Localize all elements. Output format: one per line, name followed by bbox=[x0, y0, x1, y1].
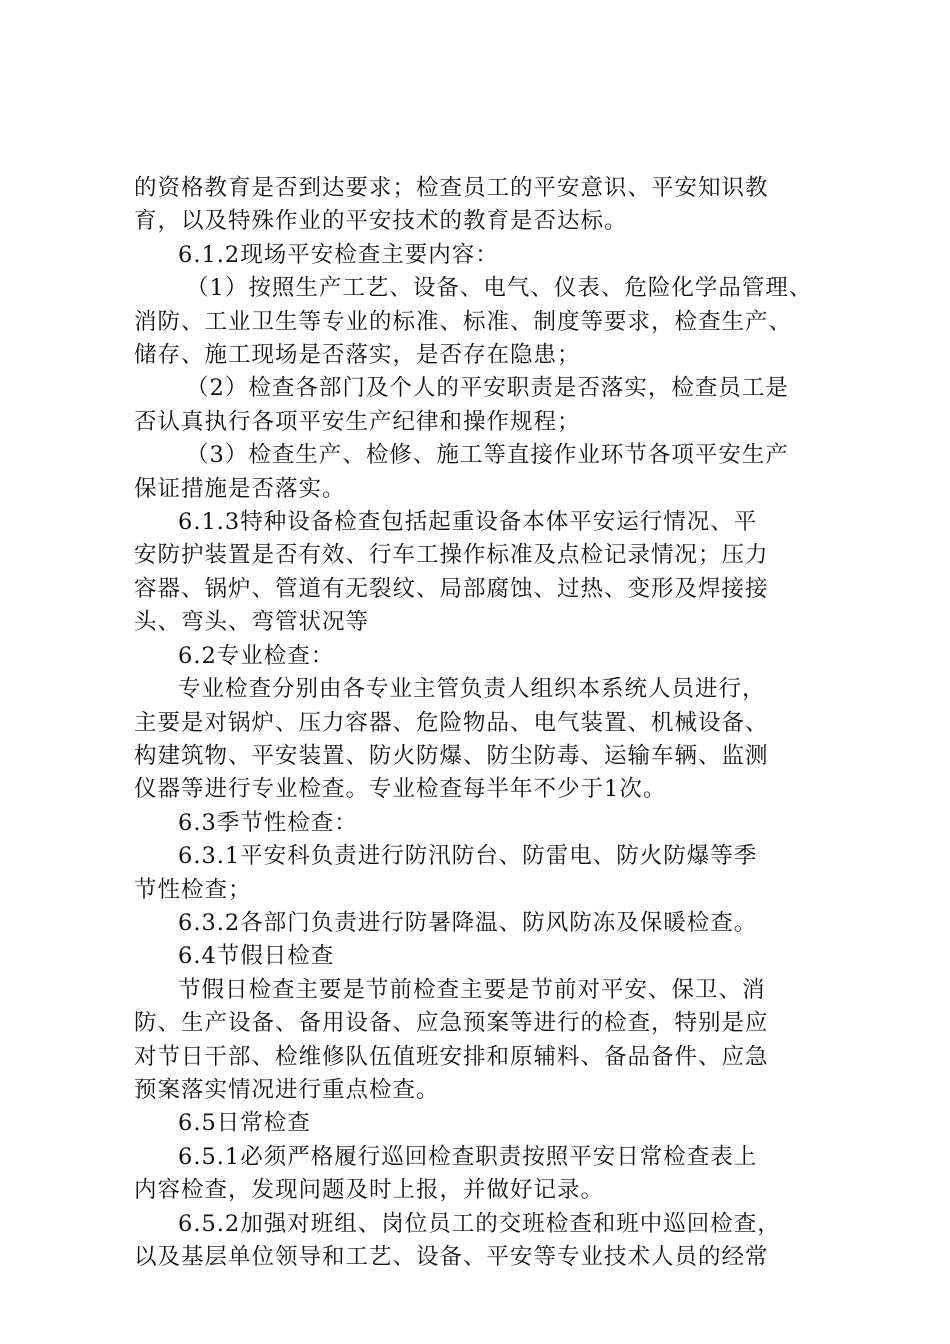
section-heading-6-1-2 bbox=[134, 239, 834, 272]
paragraph bbox=[134, 673, 834, 807]
section-6-5-2 bbox=[134, 1208, 834, 1275]
section-heading-6-2 bbox=[134, 640, 834, 673]
paragraph bbox=[134, 172, 834, 239]
text-line: 育，以及特殊作业的平安技术的教育是否达标。 bbox=[134, 208, 628, 235]
section-6-5-1 bbox=[134, 1141, 834, 1208]
section-6-1-3 bbox=[134, 506, 834, 640]
text-line: 6.3.2各部门负责进行防暑降温、防风防冻及保暖检查。 bbox=[178, 909, 758, 936]
text-line: 以及基层单位领导和工艺、设备、平安等专业技术人员的经常 bbox=[134, 1244, 769, 1270]
section-heading-6-4 bbox=[134, 940, 834, 973]
text-line: 6.1.3特种设备检查包括起重设备本体平安运行情况、平 bbox=[178, 509, 758, 536]
section-6-3-1 bbox=[134, 840, 834, 907]
text-line: 构建筑物、平安装置、防火防爆、防尘防毒、运输车辆、监测 bbox=[134, 742, 769, 769]
section-heading-6-3 bbox=[134, 807, 834, 840]
text-line: 安防护装置是否有效、行车工操作标准及点检记录情况；压力 bbox=[134, 542, 769, 569]
text-line: 内容检查，发现问题及时上报，并做好记录。 bbox=[134, 1177, 605, 1204]
text-line: 6.3.1平安科负责进行防汛防台、防雷电、防火防爆等季 bbox=[178, 843, 758, 870]
text-line: 预案落实情况进行重点检查。 bbox=[134, 1076, 440, 1103]
text-line: 6.1.2现场平安检查主要内容： bbox=[178, 241, 499, 268]
text-line: 防、生产设备、备用设备、应急预案等进行的检查，特别是应 bbox=[134, 1010, 769, 1037]
text-line: 容器、锅炉、管道有无裂纹、局部腐蚀、过热、变形及焊接接 bbox=[134, 575, 769, 602]
text-line: 专业检查分别由各专业主管负责人组织本系统人员进行， bbox=[178, 676, 766, 703]
text-line: 6.3季节性检查： bbox=[178, 809, 358, 836]
paragraph bbox=[134, 974, 834, 1108]
list-item-2 bbox=[134, 372, 834, 439]
list-item-3 bbox=[134, 439, 834, 506]
text-line: 保证措施是否落实。 bbox=[134, 475, 346, 502]
text-line: 6.5.1必须严格履行巡回检查职责按照平安日常检查表上 bbox=[178, 1143, 758, 1170]
text-line: 对节日干部、检维修队伍值班安排和原辅料、备品备件、应急 bbox=[134, 1043, 769, 1070]
list-item-1 bbox=[134, 272, 834, 372]
text-line: 6.4节假日检查 bbox=[178, 943, 335, 970]
section-heading-6-5 bbox=[134, 1107, 834, 1140]
text-line: 6.5.2加强对班组、岗位员工的交班检查和班中巡回检查， bbox=[178, 1210, 781, 1237]
text-line: 节假日检查主要是节前检查主要是节前对平安、保卫、消 bbox=[178, 976, 766, 1003]
text-line: 的资格教育是否到达要求；检查员工的平安意识、平安知识教 bbox=[134, 175, 769, 201]
text-line: 仪器等进行专业检查。专业检查每半年不少于1次。 bbox=[134, 776, 667, 803]
text-line: （3）检查生产、检修、施工等直接作业环节各项平安生产 bbox=[186, 442, 789, 469]
text-line: 储存、施工现场是否落实，是否存在隐患； bbox=[134, 342, 581, 369]
section-6-3-2 bbox=[134, 907, 834, 940]
text-line: 消防、工业卫生等专业的标准、标准、制度等要求，检查生产、 bbox=[134, 308, 793, 335]
text-line: 主要是对锅炉、压力容器、危险物品、电气装置、机械设备、 bbox=[134, 709, 769, 736]
text-line: （1）按照生产工艺、设备、电气、仪表、危险化学品管理、 bbox=[186, 275, 813, 302]
text-line: 否认真执行各项平安生产纪律和操作规程； bbox=[134, 408, 581, 435]
text-line: 节性检查； bbox=[134, 876, 252, 903]
text-line: 头、弯头、弯管状况等 bbox=[134, 609, 370, 636]
text-line: （2）检查各部门及个人的平安职责是否落实，检查员工是 bbox=[186, 375, 789, 402]
document-body bbox=[134, 172, 834, 1274]
text-line: 6.5日常检查 bbox=[178, 1110, 311, 1137]
text-line: 6.2专业检查： bbox=[178, 642, 335, 669]
